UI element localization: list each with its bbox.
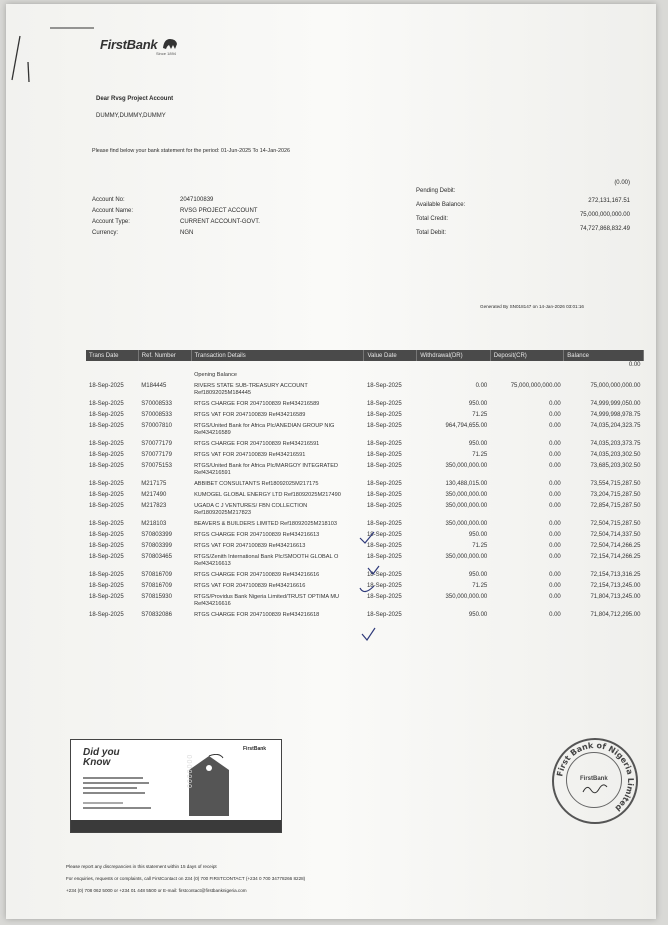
cell-value-date: 18-Sep-2025 bbox=[366, 503, 402, 509]
cell-trans-date: 18-Sep-2025 bbox=[89, 554, 124, 560]
table-row bbox=[86, 479, 644, 490]
cell-withdrawal: 350,000,000.00 bbox=[445, 554, 488, 560]
cell-value-date: 18-Sep-2025 bbox=[366, 521, 402, 527]
table-row bbox=[86, 461, 644, 479]
cell-ref-number: S70816709 bbox=[141, 572, 172, 578]
cell-ref-number: S70077179 bbox=[141, 452, 172, 458]
cell-withdrawal: 130,488,015.00 bbox=[445, 481, 488, 487]
cell-withdrawal: 71.25 bbox=[472, 543, 488, 549]
cell-transaction-details: RTGS CHARGE FOR 2047100839 Ref434216589 bbox=[194, 401, 320, 407]
cell-ref-number: S70075153 bbox=[141, 463, 172, 469]
cell-trans-date: 18-Sep-2025 bbox=[89, 481, 124, 487]
cell-balance: 74,035,203,373.75 bbox=[590, 441, 641, 447]
cell-balance: 72,504,714,337.50 bbox=[590, 532, 641, 538]
cell-transaction-details: RTGS VAT FOR 2047100839 Ref434216589 bbox=[194, 412, 306, 418]
cell-withdrawal: 950.00 bbox=[468, 572, 488, 578]
table-row bbox=[86, 450, 644, 461]
cell-deposit: 0.00 bbox=[549, 594, 561, 600]
cell-ref-number: M184445 bbox=[141, 383, 167, 389]
cell-deposit: 0.00 bbox=[549, 423, 561, 429]
cell-trans-date: 18-Sep-2025 bbox=[89, 543, 124, 549]
cell-deposit: 0.00 bbox=[549, 401, 561, 407]
cell-ref-number: S70803399 bbox=[141, 532, 172, 538]
cell-withdrawal bbox=[417, 370, 491, 381]
col-balance: Balance bbox=[564, 350, 644, 361]
account-details bbox=[92, 197, 322, 241]
cell-ref-number: S70803465 bbox=[141, 554, 172, 560]
footer-contacts: +234 (0) 708 062 5000 or +234 01 448 5500 or E-mail: firstcontact@firstbanknigeria.com bbox=[66, 888, 247, 893]
cell-trans-date bbox=[86, 370, 138, 381]
cell-value-date bbox=[364, 370, 417, 381]
cell-value-date: 18-Sep-2025 bbox=[366, 412, 402, 418]
footer-enquiries: For enquiries, requests or complaints, call FirstContact on 234 (0) 700 FIRSTCONTACT (+234 0 700 34778266 8228) bbox=[66, 876, 306, 881]
cell-deposit: 0.00 bbox=[549, 503, 561, 509]
cell-trans-date: 18-Sep-2025 bbox=[89, 572, 124, 578]
cell-ref-number: M217175 bbox=[141, 481, 167, 487]
cell-value-date: 18-Sep-2025 bbox=[366, 554, 402, 560]
cell-balance: 72,504,714,266.25 bbox=[590, 543, 641, 549]
cell-transaction-details: RTGS CHARGE FOR 2047100839 Ref434216618 bbox=[194, 612, 320, 618]
cell-withdrawal: 71.25 bbox=[472, 452, 488, 458]
cell-value-date: 18-Sep-2025 bbox=[366, 543, 402, 549]
cell-transaction-details: UGADA C J VENTURES/ FBN COLLECTION Ref18092025M217823 bbox=[194, 503, 308, 516]
cell-value-date: 18-Sep-2025 bbox=[366, 532, 402, 538]
cell-trans-date: 18-Sep-2025 bbox=[89, 594, 124, 600]
advert-brand: FirstBank bbox=[243, 746, 267, 752]
cell-ref-number: M217490 bbox=[141, 492, 167, 498]
cell-ref-number: S70816709 bbox=[141, 583, 172, 589]
cell-deposit: 75,000,000,000.00 bbox=[510, 383, 561, 389]
cell-deposit bbox=[490, 370, 564, 381]
cell-balance: 71,804,713,245.00 bbox=[590, 594, 641, 600]
stamp-text: First Bank of Nigeria Limited bbox=[555, 740, 636, 813]
cell-balance: 72,154,714,266.25 bbox=[590, 554, 641, 560]
cell-withdrawal: 0.00 bbox=[475, 383, 488, 389]
bank-logo bbox=[100, 36, 178, 56]
cell-transaction-details: RTGS CHARGE FOR 2047100839 Ref434216616 bbox=[194, 572, 320, 578]
col-value-date: Value Date bbox=[364, 350, 417, 361]
cell-value-date: 18-Sep-2025 bbox=[366, 572, 402, 578]
cell-deposit: 0.00 bbox=[549, 492, 561, 498]
table-row bbox=[86, 421, 644, 439]
advert-headline: Did you Know bbox=[83, 747, 120, 768]
cell-balance: 72,854,715,287.50 bbox=[590, 503, 641, 509]
table-row bbox=[86, 439, 644, 450]
cell-transaction-details: RTGS/United Bank for Africa Plc/MARGOY INTEGRATED Ref434216591 bbox=[194, 463, 338, 476]
cell-deposit: 0.00 bbox=[549, 481, 561, 487]
account-summary bbox=[416, 180, 630, 236]
cell-value-date: 18-Sep-2025 bbox=[366, 583, 402, 589]
cell-deposit: 0.00 bbox=[549, 412, 561, 418]
table-row bbox=[86, 399, 644, 410]
cell-trans-date: 18-Sep-2025 bbox=[89, 521, 124, 527]
footer-discrepancy: Please report any discrepancies in this statement within 15 days of receipt bbox=[66, 864, 217, 869]
total-credit-label: Total Credit: bbox=[416, 216, 449, 222]
account-number: 2047100839 bbox=[180, 197, 214, 203]
cell-ref-number: S70007810 bbox=[141, 423, 172, 429]
cell-value-date: 18-Sep-2025 bbox=[366, 492, 402, 498]
table-header bbox=[86, 350, 644, 361]
cell-transaction-details: RTGS VAT FOR 2047100839 Ref434216613 bbox=[194, 543, 306, 549]
cell-transaction-details: Opening Balance bbox=[194, 372, 237, 378]
cell-transaction-details: RTGS/United Bank for Africa Plc/ANEDIAN GROUP NIG Ref434216589 bbox=[194, 423, 335, 436]
cell-trans-date: 18-Sep-2025 bbox=[89, 383, 124, 389]
cell-deposit: 0.00 bbox=[549, 463, 561, 469]
col-trans-date: Trans Date bbox=[86, 350, 138, 361]
cell-balance: 72,504,715,287.50 bbox=[590, 521, 641, 527]
stamp-signature bbox=[582, 784, 608, 794]
cell-transaction-details: BEAVERS & BUILDERS LIMITED Ref18092025M218103 bbox=[194, 521, 337, 527]
table-row bbox=[86, 370, 644, 381]
cell-transaction-details: RTGS/Providus Bank Nigeria Limited/TRUST OPTIMA MU Ref434216616 bbox=[194, 594, 340, 607]
cell-trans-date: 18-Sep-2025 bbox=[89, 452, 124, 458]
cell-deposit: 0.00 bbox=[549, 583, 561, 589]
account-type-label: Account Type: bbox=[92, 219, 130, 225]
cell-balance: 73,554,715,287.50 bbox=[590, 481, 641, 487]
cell-transaction-details: RTGS/Zenith International Bank Plc/SMOOTH GLOBAL O Ref434216613 bbox=[194, 554, 339, 567]
cell-trans-date: 18-Sep-2025 bbox=[89, 612, 124, 618]
cell-value-date: 18-Sep-2025 bbox=[366, 612, 402, 618]
cell-balance: 72,154,713,316.25 bbox=[590, 572, 641, 578]
currency: NGN bbox=[180, 230, 194, 236]
cell-withdrawal: 350,000,000.00 bbox=[445, 492, 488, 498]
handwritten-mark bbox=[6, 18, 96, 88]
col-ref-number: Ref. Number bbox=[138, 350, 191, 361]
handwritten-check-marks bbox=[356, 524, 446, 654]
cell-ref-number: S70815930 bbox=[141, 594, 172, 600]
cell-value-date: 18-Sep-2025 bbox=[366, 383, 402, 389]
logo-text: FirstBank bbox=[100, 37, 158, 52]
cell-transaction-details: RTGS VAT FOR 2047100839 Ref434216616 bbox=[194, 583, 306, 589]
cell-withdrawal: 964,794,655.00 bbox=[445, 423, 488, 429]
cell-trans-date: 18-Sep-2025 bbox=[89, 412, 124, 418]
cell-transaction-details: KUMOGEL GLOBAL ENERGY LTD Ref18092025M217490 bbox=[194, 492, 341, 498]
cell-deposit: 0.00 bbox=[549, 554, 561, 560]
account-type: CURRENT ACCOUNT-GOVT. bbox=[180, 219, 260, 225]
cell-ref-number: M218103 bbox=[141, 521, 167, 527]
currency-label: Currency: bbox=[92, 230, 119, 236]
cell-balance: 74,999,999,050.00 bbox=[590, 401, 641, 407]
cell-balance: 72,154,713,245.00 bbox=[590, 583, 641, 589]
cell-value-date: 18-Sep-2025 bbox=[366, 401, 402, 407]
cell-value-date: 18-Sep-2025 bbox=[366, 594, 402, 600]
cell-ref-number: S70008533 bbox=[141, 412, 172, 418]
cell-balance: 73,204,715,287.50 bbox=[590, 492, 641, 498]
cell-deposit: 0.00 bbox=[549, 441, 561, 447]
cell-ref-number: S70832086 bbox=[141, 612, 172, 618]
total-debit-label: Total Debit: bbox=[416, 230, 447, 236]
col-withdrawal: Withdrawal(DR) bbox=[417, 350, 491, 361]
cell-balance: 75,000,000,000.00 bbox=[590, 383, 641, 389]
cell-transaction-details: RTGS CHARGE FOR 2047100839 Ref434216613 bbox=[194, 532, 320, 538]
cell-trans-date: 18-Sep-2025 bbox=[89, 463, 124, 469]
cell-deposit: 0.00 bbox=[549, 612, 561, 618]
cell-trans-date: 18-Sep-2025 bbox=[89, 492, 124, 498]
pending-debit: (0.00) bbox=[614, 180, 630, 186]
cell-withdrawal: 350,000,000.00 bbox=[445, 521, 488, 527]
cell-deposit: 0.00 bbox=[549, 572, 561, 578]
top-balance-row bbox=[86, 361, 644, 370]
cell-transaction-details: RTGS CHARGE FOR 2047100839 Ref434216591 bbox=[194, 441, 320, 447]
cell-balance: 74,035,204,323.75 bbox=[590, 423, 641, 429]
cell-trans-date: 18-Sep-2025 bbox=[89, 401, 124, 407]
cell-value-date: 18-Sep-2025 bbox=[366, 452, 402, 458]
cell-withdrawal: 950.00 bbox=[468, 441, 488, 447]
bank-stamp bbox=[552, 738, 638, 824]
cell-value-date: 18-Sep-2025 bbox=[366, 481, 402, 487]
total-credit: 75,000,000,000.00 bbox=[579, 212, 630, 218]
cell-ref-number: M217823 bbox=[141, 503, 167, 509]
cell-withdrawal: 350,000,000.00 bbox=[445, 594, 488, 600]
cell-ref-number: S70077179 bbox=[141, 441, 172, 447]
greeting: Dear Rvsg Project Account bbox=[96, 96, 174, 102]
top-balance: 0.00 bbox=[628, 362, 641, 368]
cell-trans-date: 18-Sep-2025 bbox=[89, 503, 124, 509]
advert-footer-bar bbox=[71, 820, 281, 832]
address-line: DUMMY,DUMMY,DUMMY bbox=[96, 113, 166, 119]
cell-balance: 74,035,203,302.50 bbox=[590, 452, 641, 458]
col-transaction-details: Transaction Details bbox=[191, 350, 364, 361]
advert-text-lines bbox=[83, 774, 153, 812]
generated-by: Generated By SN018147 on 14-Jan-2026 03:01:16 bbox=[480, 304, 584, 309]
cell-withdrawal: 71.25 bbox=[472, 412, 488, 418]
cell-deposit: 0.00 bbox=[549, 452, 561, 458]
cell-balance: 73,685,203,302.50 bbox=[590, 463, 641, 469]
cell-ref-number: S70008533 bbox=[141, 401, 172, 407]
cell-deposit: 0.00 bbox=[549, 532, 561, 538]
cell-trans-date: 18-Sep-2025 bbox=[89, 532, 124, 538]
advert-box bbox=[70, 739, 282, 833]
statement-page bbox=[6, 4, 656, 919]
cell-transaction-details: RTGS VAT FOR 2047100839 Ref434216591 bbox=[194, 452, 306, 458]
statement-intro: Please find below your bank statement for the period: 01-Jun-2025 To 14-Jan-2026 bbox=[92, 148, 290, 154]
cell-withdrawal: 950.00 bbox=[468, 612, 488, 618]
pending-debit-label: Pending Debit: bbox=[416, 188, 456, 194]
cell-trans-date: 18-Sep-2025 bbox=[89, 441, 124, 447]
table-row bbox=[86, 381, 644, 399]
account-name-label: Account Name: bbox=[92, 208, 134, 214]
logo-tagline: Since 1894 bbox=[156, 51, 177, 56]
cell-balance bbox=[564, 370, 644, 381]
cell-value-date: 18-Sep-2025 bbox=[366, 423, 402, 429]
account-number-label: Account No: bbox=[92, 197, 125, 203]
cell-balance: 71,804,712,295.00 bbox=[590, 612, 641, 618]
total-debit: 74,727,868,832.49 bbox=[579, 226, 630, 232]
available-balance: 272,131,167.51 bbox=[588, 198, 630, 204]
cell-trans-date: 18-Sep-2025 bbox=[89, 583, 124, 589]
cell-withdrawal: 350,000,000.00 bbox=[445, 463, 488, 469]
cell-trans-date: 18-Sep-2025 bbox=[89, 423, 124, 429]
cell-value-date: 18-Sep-2025 bbox=[366, 441, 402, 447]
col-deposit: Deposit(CR) bbox=[490, 350, 564, 361]
cell-transaction-details: RIVERS STATE SUB-TREASURY ACCOUNT Ref18092025M184445 bbox=[194, 383, 308, 396]
cell-ref-number: S70803399 bbox=[141, 543, 172, 549]
available-balance-label: Available Balance: bbox=[416, 202, 466, 208]
cell-withdrawal: 71.25 bbox=[472, 583, 488, 589]
table-row bbox=[86, 501, 644, 519]
advert-tag-text: 0000000 bbox=[187, 753, 194, 788]
table-row bbox=[86, 490, 644, 501]
elephant-icon bbox=[162, 36, 178, 50]
cell-withdrawal: 950.00 bbox=[468, 532, 488, 538]
cell-ref-number bbox=[138, 370, 191, 381]
cell-withdrawal: 950.00 bbox=[468, 401, 488, 407]
account-name: RVSG PROJECT ACCOUNT bbox=[180, 208, 258, 214]
cell-deposit: 0.00 bbox=[549, 543, 561, 549]
stamp-center-text: FirstBank bbox=[580, 776, 608, 782]
cell-balance: 74,999,998,978.75 bbox=[590, 412, 641, 418]
cell-withdrawal: 350,000,000.00 bbox=[445, 503, 488, 509]
table-row bbox=[86, 410, 644, 421]
cell-value-date: 18-Sep-2025 bbox=[366, 463, 402, 469]
cell-deposit: 0.00 bbox=[549, 521, 561, 527]
cell-transaction-details: ABBIBET CONSULTANTS Ref18092025M217175 bbox=[194, 481, 319, 487]
